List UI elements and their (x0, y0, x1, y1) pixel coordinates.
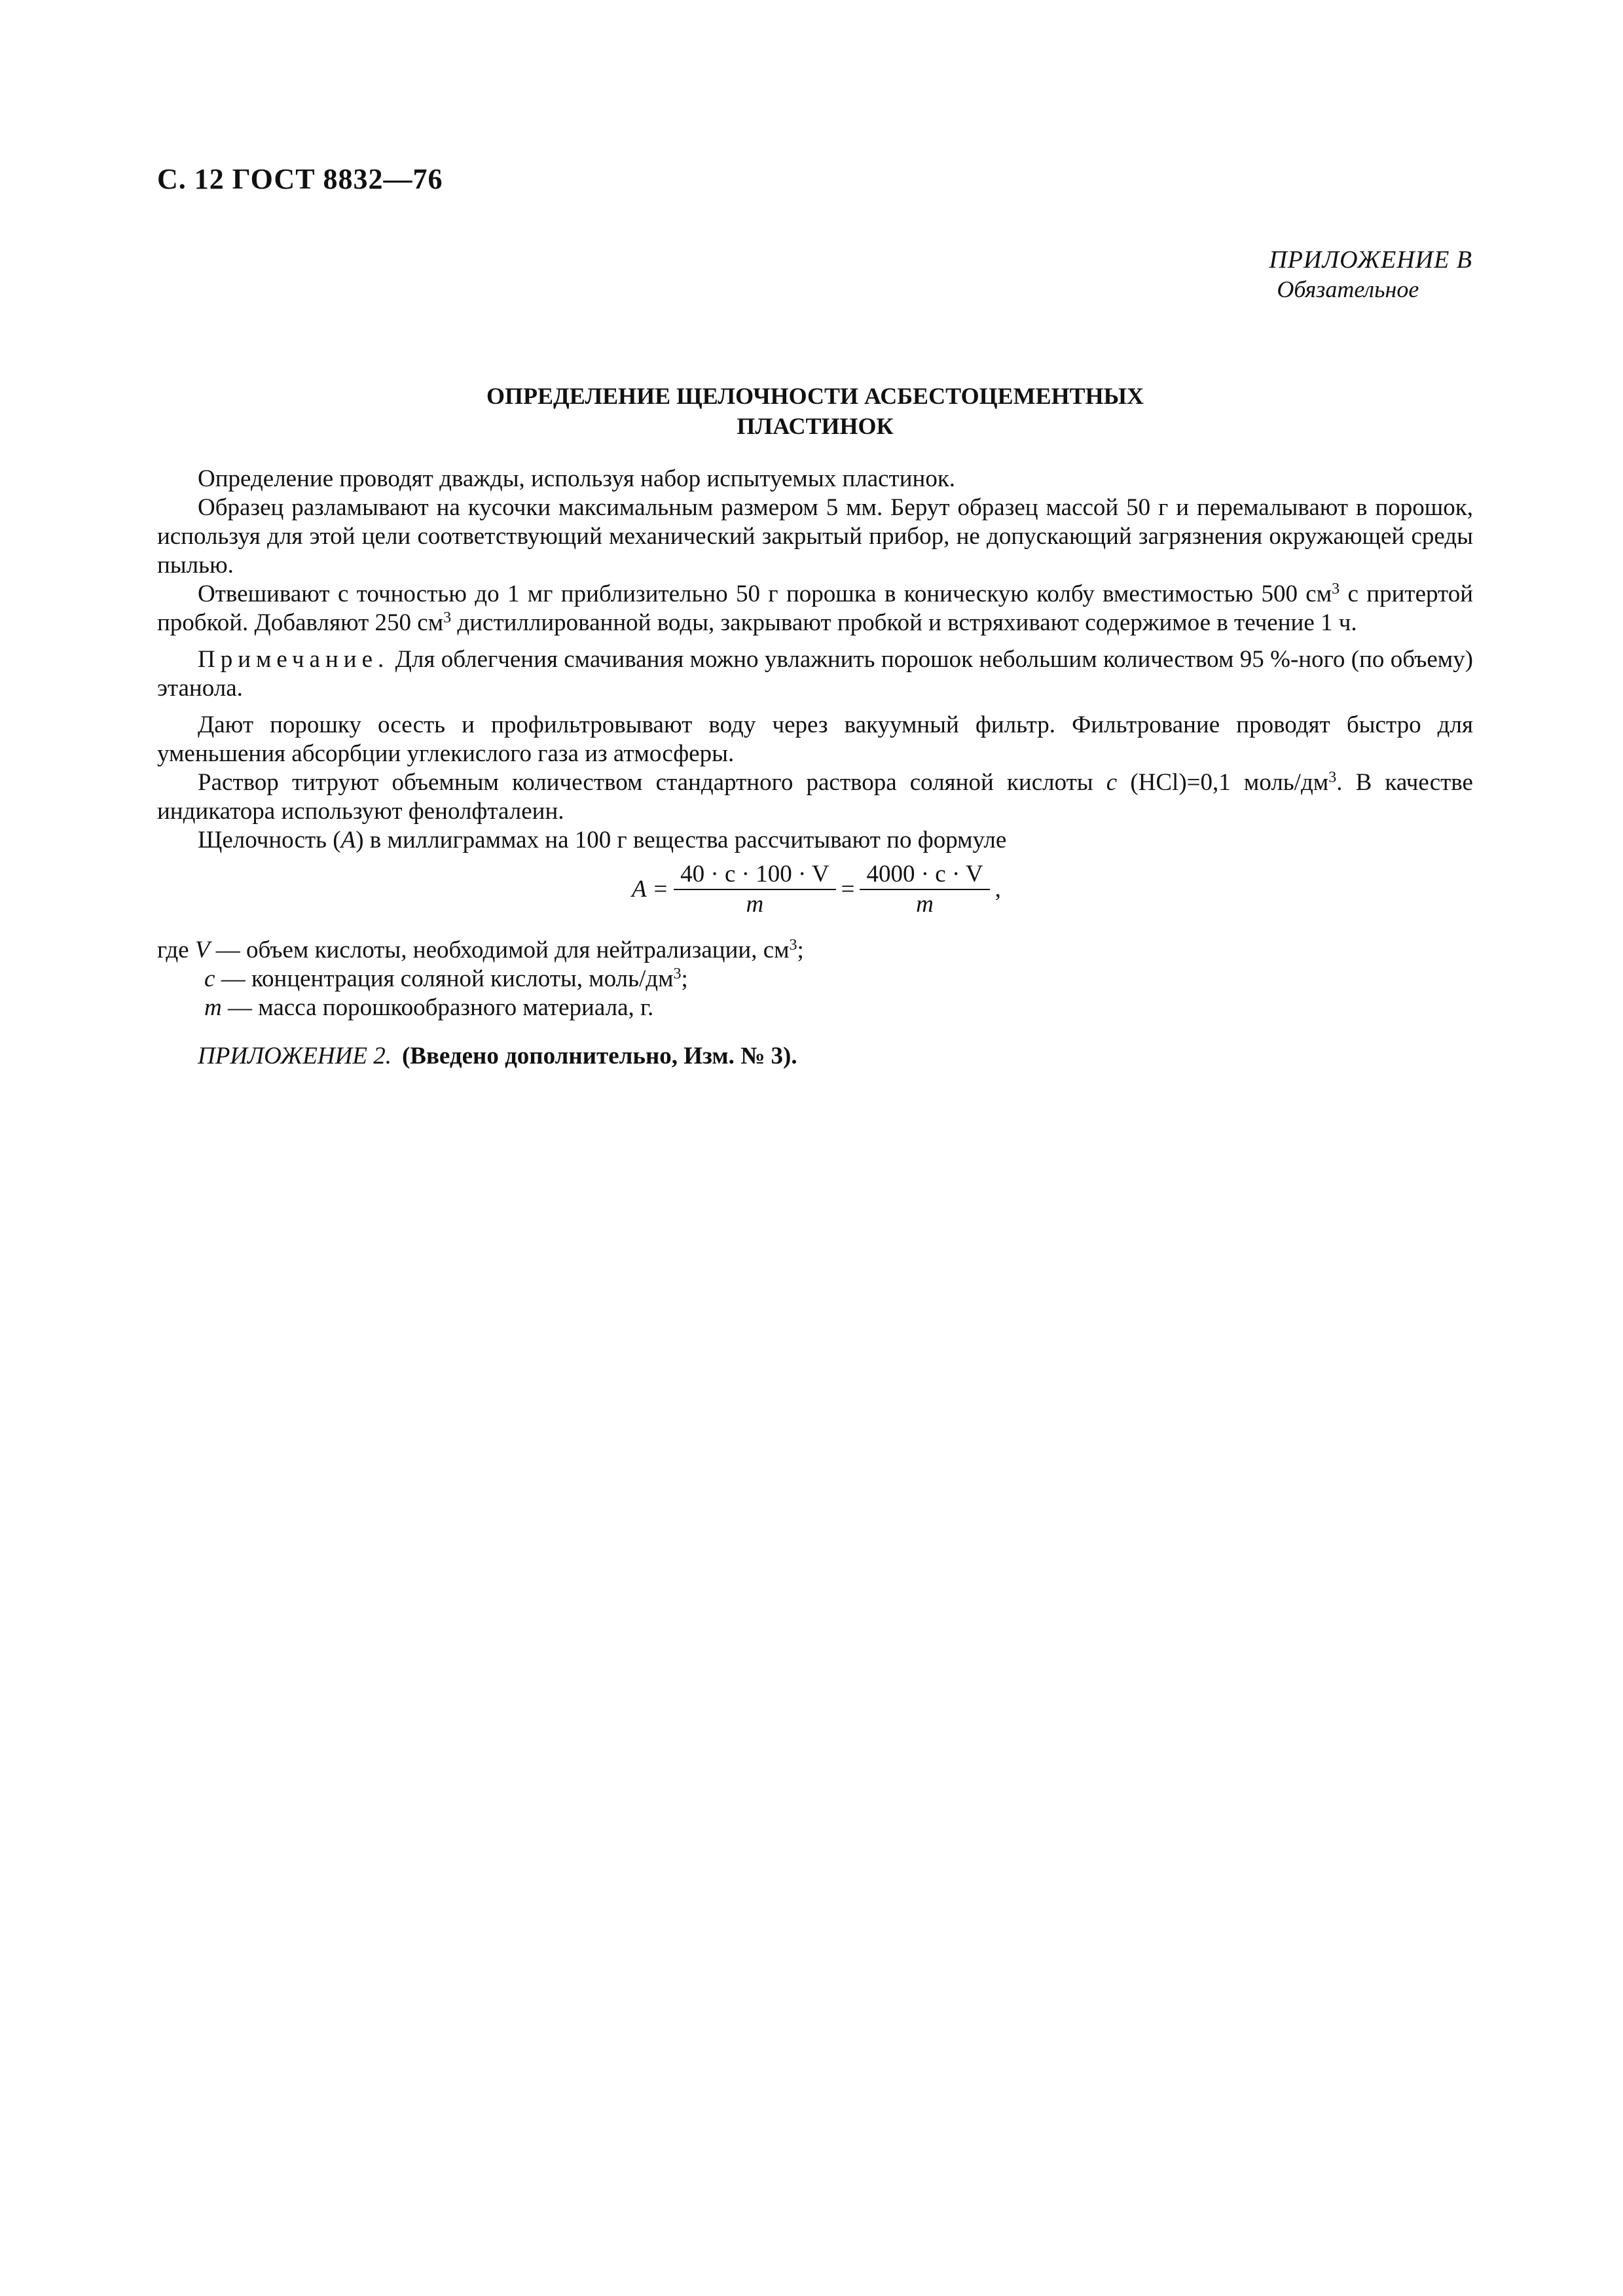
paragraph-2: Образец разламывают на кусочки максимальным размером 5 мм. Берут образец массой 50 г и перемалывают в порошок, используя для этой цели соответствующий механический закрытый прибор, не допускающий загрязнения окружающей среды пылью. (157, 494, 1473, 579)
paragraph-4: Дают порошку осесть и профильтровывают воду через вакуумный фильтр. Фильтрование проводят быстро для уменьшения абсорбции углекислого газа из атмосферы. (157, 711, 1473, 767)
superscript-3: 3 (1328, 769, 1337, 786)
title-line-2: ПЛАСТИНОК (737, 413, 894, 439)
paragraph-3-part-b: с притертой пробкой. Добавляют 250 см (157, 581, 1473, 636)
definition-text: — масса порошкообразного материала, г. (221, 994, 654, 1021)
formula-block (157, 860, 1473, 925)
paragraph-6-part-a: Щелочность ( (198, 827, 341, 853)
amendment-text: (Введено дополнительно, Изм. № 3). (401, 1043, 797, 1069)
paragraph-6 (157, 826, 1473, 855)
paragraph-3-part-a: Отвешивают с точностью до 1 мг приблизительно 50 г порошка в коническую колбу вместимостью 500 см (198, 581, 1332, 607)
amendment-label: ПРИЛОЖЕНИЕ 2. (198, 1043, 392, 1069)
fraction-2-denominator: m (916, 891, 934, 918)
definition-symbol: m (204, 994, 222, 1021)
title-line-1: ОПРЕДЕЛЕНИЕ ЩЕЛОЧНОСТИ АСБЕСТОЦЕМЕНТНЫХ (486, 383, 1144, 409)
alkalinity-formula (632, 860, 1001, 919)
definition-symbol: V (194, 937, 210, 963)
formula-fraction-2 (860, 860, 989, 919)
appendix-label: ПРИЛОЖЕНИЕ В (1269, 246, 1472, 274)
superscript-3: 3 (1332, 581, 1340, 598)
amendment-note (198, 1042, 797, 1070)
paragraph-5 (157, 768, 1473, 826)
paragraph-5-part-c: . В качестве индикатора используют фенолфталеин. (157, 769, 1473, 825)
definition-superscript: 3 (673, 965, 682, 982)
superscript-3: 3 (443, 609, 452, 626)
paragraph-6-part-b: ) в миллиграммах на 100 г вещества рассчитывают по формуле (356, 827, 1007, 853)
variable-c: c (1106, 769, 1118, 796)
appendix-block (1269, 245, 1472, 303)
paragraph-3-part-c: дистиллированной воды, закрывают пробкой и встряхивают содержимое в течение 1 ч. (451, 609, 1357, 636)
definition-superscript: 3 (789, 937, 797, 954)
definition-text: — объем кислоты, необходимой для нейтрализации, см (210, 937, 790, 963)
variable-a: A (340, 827, 356, 853)
definition-symbol: c (204, 965, 215, 992)
definition-prefix: где (157, 937, 195, 963)
appendix-status: Обязательное (1277, 276, 1419, 302)
definition-text: — концентрация соляной кислоты, моль/дм (215, 965, 674, 992)
fraction-1-numerator: 40 · c · 100 · V (674, 860, 835, 890)
note-paragraph (157, 645, 1473, 703)
note-label: Примечание. (198, 646, 390, 673)
note-text: Для облегчения смачивания можно увлажнить порошок небольшим количеством 95 %-ного (по объему) этанола. (157, 646, 1473, 702)
formula-fraction-1 (674, 860, 835, 919)
definition-c (204, 965, 1473, 994)
definition-m (204, 994, 1473, 1022)
paragraph-1: Определение проводят дважды, используя набор испытуемых пластинок. (198, 465, 956, 492)
body-text (157, 465, 1473, 1022)
paragraph-5-part-a: Раствор титруют объемным количеством стандартного раствора соляной кислоты (198, 769, 1106, 796)
paragraph-5-part-b: (HCl)=0,1 моль/дм (1117, 769, 1329, 796)
definition-end: ; (797, 937, 804, 963)
paragraph-3 (157, 580, 1473, 637)
formula-equals: = (841, 876, 855, 903)
formula-comma: , (994, 876, 1001, 903)
variable-definitions (157, 936, 1473, 1022)
definition-v (157, 936, 1473, 965)
formula-lhs: A = (632, 876, 669, 903)
fraction-2-numerator: 4000 · c · V (860, 860, 989, 890)
section-title (157, 381, 1473, 441)
page-header: С. 12 ГОСТ 8832—76 (157, 163, 443, 195)
fraction-1-denominator: m (746, 891, 764, 918)
definition-end: ; (681, 965, 688, 992)
